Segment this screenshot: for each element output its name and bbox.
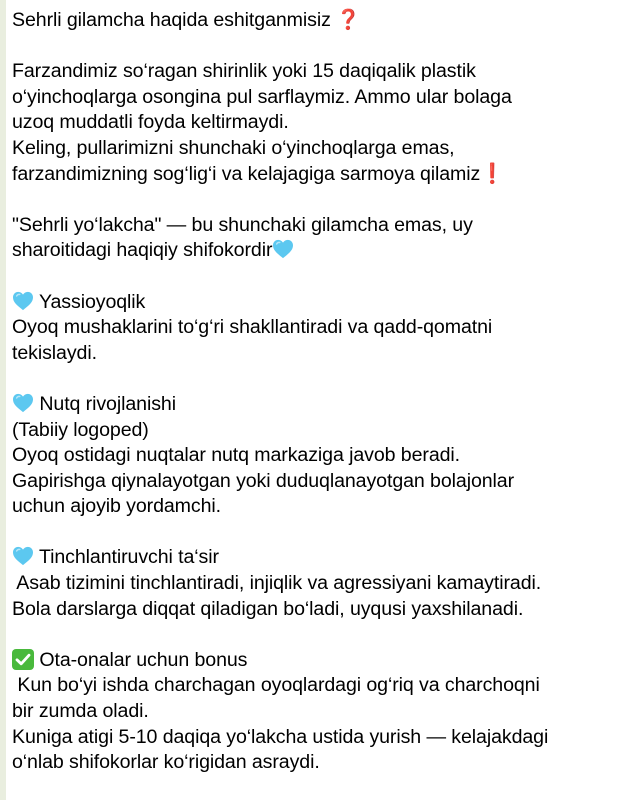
section-heading-text: Nutq rivojlanishi bbox=[34, 392, 176, 415]
light-blue-heart-icon bbox=[272, 239, 294, 259]
message-line-17: (Tabiiy logoped) bbox=[12, 418, 149, 441]
message-line-1 bbox=[12, 8, 633, 34]
message-line-3: Farzandimiz so‘ragan shirinlik yoki 15 daqiqalik plastik bbox=[12, 60, 476, 83]
message-line-7-text: farzandimizning sog‘lig‘i va kelajagiga sarmoya qilamiz bbox=[12, 162, 481, 185]
message-line-6: Keling, pullarimizni shunchaki o‘yinchoqlarga emas, bbox=[12, 136, 455, 159]
message-line-10 bbox=[12, 238, 633, 264]
message-line-20: uchun ajoyib yordamchi. bbox=[12, 495, 221, 518]
message-line-30: o‘nlab shifokorlar ko‘rigidan asraydi. bbox=[12, 751, 320, 774]
blank-line bbox=[12, 34, 633, 60]
message-line-5: uzoq muddatli foyda keltirmaydi. bbox=[12, 111, 289, 134]
message-line-29: Kuniga atigi 5-10 daqiqa yo‘lakcha ustida yurish — kelajakdagi bbox=[12, 725, 549, 748]
section-heading-text: Ota-onalar uchun bonus bbox=[34, 648, 248, 671]
message-line-9: "Sehrli yo‘lakcha" — bu shunchaki gilamcha emas, uy bbox=[12, 213, 473, 236]
section-heading-nutq bbox=[12, 392, 633, 418]
blank-line bbox=[12, 264, 633, 290]
quote-bar bbox=[0, 0, 6, 800]
light-blue-heart-icon bbox=[12, 291, 34, 311]
message-line-13: Oyoq mushaklarini to‘g‘ri shakllantiradi va qadd-qomatni bbox=[12, 316, 493, 339]
green-check-icon bbox=[12, 649, 34, 670]
blank-line bbox=[12, 520, 633, 546]
section-heading-tinchlantiruvchi bbox=[12, 545, 633, 571]
message-line-27: Kun bo‘yi ishda charchagan oyoqlardagi og‘riq va charchoqni bbox=[12, 674, 540, 697]
red-question-mark-icon: ❓ bbox=[336, 9, 361, 31]
section-heading-text: Yassioyoqlik bbox=[34, 290, 146, 313]
blank-line bbox=[12, 366, 633, 392]
message-line-4: o‘yinchoqlarga osongina pul sarflaymiz. Ammo ular bolaga bbox=[12, 85, 512, 108]
message-line-23: Asab tizimini tinchlantiradi, injiqlik va agressiyani kamaytiradi. bbox=[12, 572, 542, 595]
light-blue-heart-icon bbox=[12, 546, 34, 566]
section-heading-bonus bbox=[12, 648, 633, 674]
section-heading-text: Tinchlantiruvchi ta‘sir bbox=[34, 546, 219, 569]
message-line-18: Oyoq ostidagi nuqtalar nutq markaziga javob beradi. bbox=[12, 444, 461, 467]
light-blue-heart-icon bbox=[12, 393, 34, 413]
red-exclamation-icon: ❗ bbox=[480, 162, 505, 185]
message-line-19: Gapirishga qiynalayotgan yoki duduqlanayotgan bolajonlar bbox=[12, 469, 515, 492]
section-heading-yassioyoqlik bbox=[12, 290, 633, 316]
message-line-24: Bola darslarga diqqat qiladigan bo‘ladi, uyqusi yaxshilanadi. bbox=[12, 597, 524, 620]
message-text bbox=[12, 8, 633, 776]
message-line-7 bbox=[12, 162, 633, 188]
message-line-28: bir zumda oladi. bbox=[12, 700, 149, 723]
message-line-1-text: Sehrli gilamcha haqida eshitganmisiz bbox=[12, 9, 331, 31]
message-line-10-text: sharoitidagi haqiqiy shifokordir bbox=[12, 239, 273, 262]
message-line-14: tekislaydi. bbox=[12, 341, 97, 364]
blank-line bbox=[12, 187, 633, 213]
blank-line bbox=[12, 622, 633, 648]
